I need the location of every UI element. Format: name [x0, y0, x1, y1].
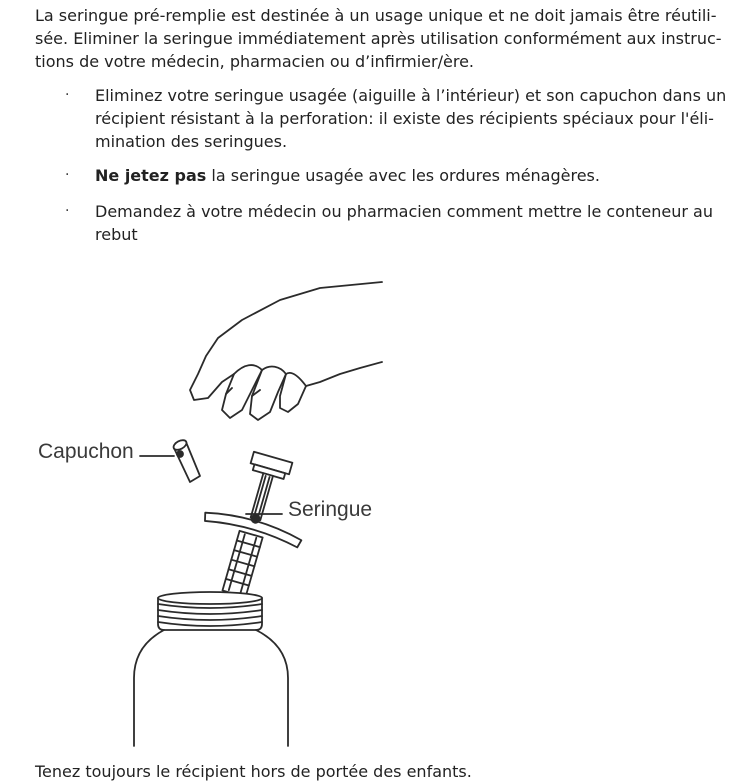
hand-icon [190, 282, 382, 420]
bold-warning: Ne jetez pas [95, 166, 207, 185]
disposal-illustration [30, 278, 390, 748]
bullet-marker: · [65, 87, 70, 103]
sharps-container-icon [134, 592, 288, 746]
bullet-marker: · [65, 167, 70, 183]
bullet-text: Eliminez votre seringue usagée (aiguille à l’intérieur) et son capuchon dans un récipient résistant à la perforation: il existe des récipients spéciaux pour l'éli-mination des seringues. [95, 86, 727, 151]
bullet-text: Demandez à votre médecin ou pharmacien comment mettre le conteneur au rebut [95, 202, 713, 244]
bullet-text-rest: la seringue usagée avec les ordures ménagères. [206, 166, 600, 185]
bullet-marker: · [65, 203, 70, 219]
cap-icon [172, 438, 200, 482]
cap-label: Capuchon [38, 440, 134, 463]
bullet-text [95, 164, 727, 187]
syringe-icon [186, 443, 321, 607]
syringe-label: Seringue [288, 498, 373, 521]
intro-paragraph: La seringue pré-remplie est destinée à un usage unique et ne doit jamais être réutili-sée. Eliminer la seringue immédiatement après utilisation conformément aux instruc-tions de votre médecin, pharmacien ou d’infirmier/ère. [35, 6, 722, 71]
footer-note: Tenez toujours le récipient hors de portée des enfants. [35, 762, 472, 781]
